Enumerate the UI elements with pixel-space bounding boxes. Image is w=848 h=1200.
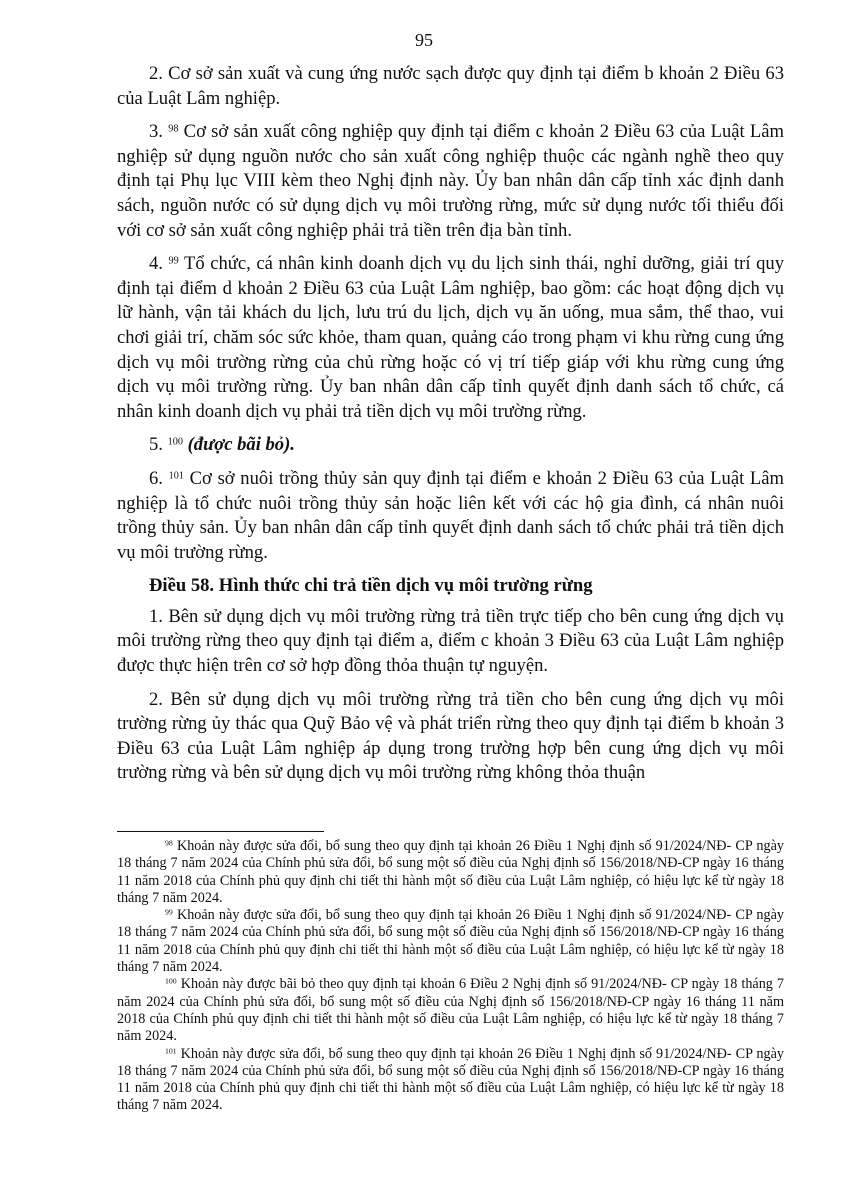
footnote-101 — [117, 1046, 784, 1115]
clause-number: 6. — [149, 467, 163, 489]
footnote-number: 100 — [165, 977, 177, 987]
clause-number: 5. — [149, 434, 163, 456]
clause-text: Cơ sở nuôi trồng thủy sản quy định tại điểm e khoản 2 Điều 63 của Luật Lâm nghiệp là tổ chức nuôi trồng thủy sản hoặc liên kết với các hộ gia đình, cá nhân nuôi trồng thủy sản. Ủy ban nhân dân cấp tỉnh quyết định danh sách tổ chức phải trả tiền dịch vụ môi trường rừng. — [117, 467, 784, 563]
clause-number: 2. — [149, 688, 163, 710]
clause-3 — [117, 120, 784, 243]
clause-number: 1. — [149, 605, 163, 627]
clause-4 — [117, 252, 784, 424]
clause-text: (được bãi bỏ). — [187, 434, 295, 456]
footnotes — [117, 838, 784, 1115]
footnote-ref[interactable]: 99 — [168, 255, 179, 267]
footnote-number: 98 — [165, 838, 173, 848]
footnote-98 — [117, 838, 784, 907]
footnote-text: Khoản này được bãi bỏ theo quy định tại khoản 6 Điều 2 Nghị định số 91/2024/NĐ- CP ngày 18 tháng 7 năm 2024 của Chính phủ sửa đổi, bổ sung một số điều của Nghị định số 156/2018/NĐ-CP ngày 16 tháng 11 năm 2018 của Chính phủ quy định chi tiết thi hành một số điều của Luật Lâm nghiệp, có hiệu lực kể từ ngày 18 tháng 7 năm 2024. — [117, 976, 784, 1045]
clause-5 — [117, 433, 784, 458]
footnote-100 — [117, 976, 784, 1045]
clause-2 — [117, 62, 784, 111]
footnote-text: Khoản này được sửa đổi, bổ sung theo quy định tại khoản 26 Điều 1 Nghị định số 91/2024/NĐ- CP ngày 18 tháng 7 năm 2024 của Chính phủ sửa đổi, bổ sung một số điều của Nghị định số 156/2018/NĐ-CP ngày 16 tháng 11 năm 2018 của Chính phủ quy định chi tiết thi hành một số điều của Luật Lâm nghiệp, có hiệu lực kể từ ngày 18 tháng 7 năm 2024. — [117, 838, 784, 906]
clause-text: Cơ sở sản xuất công nghiệp quy định tại điểm c khoản 2 Điều 63 của Luật Lâm nghiệp sử dụng nguồn nước cho sản xuất công nghiệp thuộc các ngành nghề theo quy định tại Phụ lục VIII kèm theo Nghị định này. Ủy ban nhân dân cấp tỉnh xác định danh sách, nguồn nước có sử dụng dịch vụ môi trường rừng, mức sử dụng nước tối thiểu đối với cơ sở sản xuất công nghiệp phải trả tiền trên địa bàn tỉnh. — [117, 121, 784, 241]
document-body — [117, 62, 784, 795]
clause-number: 3. — [149, 121, 163, 143]
footnote-ref[interactable]: 98 — [168, 123, 179, 135]
clause-number: 4. — [149, 253, 163, 275]
footnote-99 — [117, 907, 784, 976]
clause-text: Bên sử dụng dịch vụ môi trường rừng trả tiền cho bên cung ứng dịch vụ môi trường rừng ủy thác qua Quỹ Bảo vệ và phát triển rừng theo quy định tại điểm b khoản 3 Điều 63 của Luật Lâm nghiệp áp dụng trong trường hợp bên cung ứng dịch vụ môi trường rừng và bên sử dụng dịch vụ môi trường rừng không thỏa thuận — [117, 688, 784, 784]
footnote-text: Khoản này được sửa đổi, bổ sung theo quy định tại khoản 26 Điều 1 Nghị định số 91/2024/NĐ- CP ngày 18 tháng 7 năm 2024 của Chính phủ sửa đổi, bổ sung một số điều của Nghị định số 156/2018/NĐ-CP ngày 16 tháng 11 năm 2018 của Chính phủ quy định chi tiết thi hành một số điều của Luật Lâm nghiệp, có hiệu lực kể từ ngày 18 tháng 7 năm 2024. — [117, 907, 784, 976]
article-heading: Điều 58. Hình thức chi trả tiền dịch vụ môi trường rừng — [149, 575, 593, 597]
footnote-number: 99 — [165, 907, 173, 917]
footnote-number: 101 — [165, 1046, 177, 1056]
footnote-ref[interactable]: 101 — [168, 470, 184, 482]
footnote-text: Khoản này được sửa đổi, bổ sung theo quy định tại khoản 26 Điều 1 Nghị định số 91/2024/NĐ- CP ngày 18 tháng 7 năm 2024 của Chính phủ sửa đổi, bổ sung một số điều của Nghị định số 156/2018/NĐ-CP ngày 16 tháng 11 năm 2018 của Chính phủ quy định chi tiết thi hành một số điều của Luật Lâm nghiệp, có hiệu lực kể từ ngày 18 tháng 7 năm 2024. — [117, 1045, 784, 1114]
clause-text: Bên sử dụng dịch vụ môi trường rừng trả tiền trực tiếp cho bên cung ứng dịch vụ môi trường rừng theo quy định tại điểm a, điểm c khoản 3 Điều 63 của Luật Lâm nghiệp được thực hiện trên cơ sở hợp đồng thỏa thuận tự nguyện. — [117, 605, 784, 677]
clause-text: Tổ chức, cá nhân kinh doanh dịch vụ du lịch sinh thái, nghỉ dưỡng, giải trí quy định tại điểm d khoản 2 Điều 63 của Luật Lâm nghiệp, bao gồm: các hoạt động dịch vụ lữ hành, vận tải khách du lịch, lưu trú du lịch, dịch vụ ăn uống, mua sắm, thể thao, vui chơi giải trí, chăm sóc sức khỏe, tham quan, quảng cáo trong phạm vi khu rừng cung ứng dịch vụ môi trường rừng của chủ rừng hoặc có vị trí tiếp giáp với khu rừng cung ứng dịch vụ môi trường rừng. Ủy ban nhân dân cấp tỉnh quyết định danh sách tổ chức, cá nhân kinh doanh dịch vụ phải trả tiền dịch vụ môi trường rừng. — [117, 253, 784, 422]
clause-text: Cơ sở sản xuất và cung ứng nước sạch được quy định tại điểm b khoản 2 Điều 63 của Luật Lâm nghiệp. — [117, 63, 784, 109]
article-clause-1 — [117, 605, 784, 679]
article-clause-2 — [117, 688, 784, 786]
page-number: 95 — [415, 30, 433, 50]
clause-6 — [117, 467, 784, 565]
footnote-separator — [117, 831, 324, 832]
clause-number: 2. — [149, 63, 163, 84]
footnote-ref[interactable]: 100 — [167, 436, 183, 448]
